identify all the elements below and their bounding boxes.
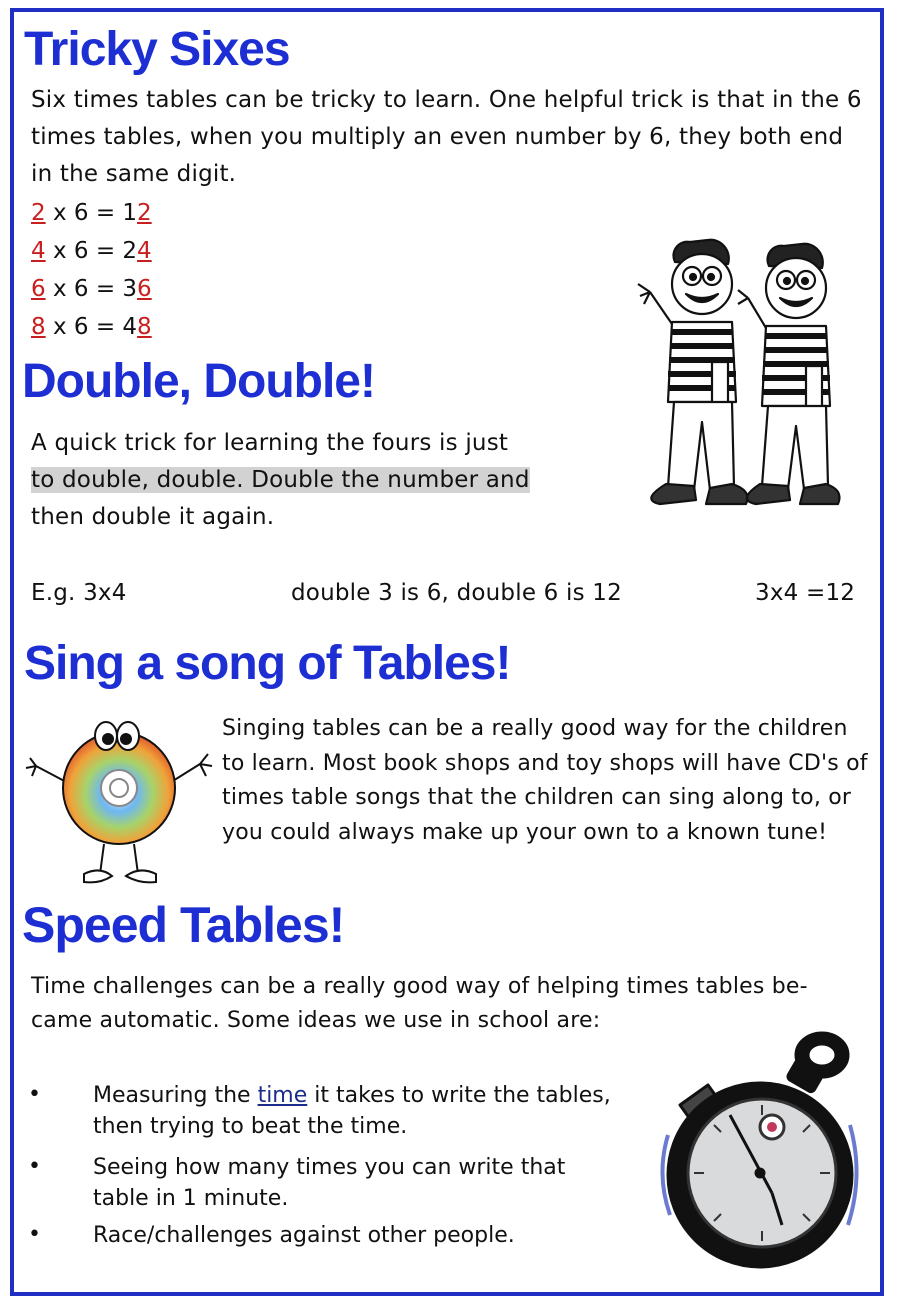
song-paragraph: Singing tables can be a really good way for the children to learn. Most book shops and toy shops will have CD's of times table songs that the children can sing along to, or you could always make up your own to a known tune! (222, 716, 868, 845)
example-left: E.g. 3x4 (31, 580, 127, 606)
stopwatch-illustration (650, 1015, 875, 1280)
bullet-item (93, 1080, 613, 1142)
speed-paragraph: Time challenges can be a really good way of helping times tables be-came automatic. Some ideas we use in school are: (31, 974, 808, 1033)
twin-boys-illustration (620, 232, 870, 517)
bullet-text-end: it takes to write the tables, then trying to beat the time. (93, 1083, 611, 1139)
bullet-marker: • (28, 1082, 41, 1107)
highlighted-text: to double, double. Double the number and (31, 467, 530, 493)
heading-double-double: Double, Double! (22, 355, 375, 408)
bullet-item: Seeing how many times you can write that table in 1 minute. (93, 1155, 566, 1211)
equation-row (31, 238, 152, 264)
equation-last-digit: 8 (137, 314, 152, 340)
equation-middle: x 6 = 2 (45, 238, 138, 264)
equation-last-digit: 2 (137, 200, 152, 226)
equation-middle: x 6 = 3 (45, 276, 138, 302)
sixes-paragraph: Six times tables can be tricky to learn. One helpful trick is that in the 6 times tables, when you multiply an even number by 6, they both end in the same digit. (31, 87, 862, 187)
equation-first-digit: 8 (31, 314, 46, 340)
example-middle: double 3 is 6, double 6 is 12 (291, 580, 622, 606)
double-paragraph-line3: then double it again. (31, 504, 275, 530)
time-link[interactable]: time (257, 1083, 308, 1108)
equation-middle: x 6 = 1 (45, 200, 138, 226)
bullet-text-start: Measuring the (93, 1083, 258, 1108)
double-paragraph-line1: A quick trick for learning the fours is just (31, 430, 509, 456)
equation-row (31, 276, 152, 302)
equation-row (31, 314, 152, 340)
equation-first-digit: 4 (31, 238, 46, 264)
heading-tricky-sixes: Tricky Sixes (24, 23, 290, 76)
equation-last-digit: 4 (137, 238, 152, 264)
heading-speed-tables: Speed Tables! (22, 897, 345, 953)
equation-first-digit: 6 (31, 276, 46, 302)
bullet-item: Race/challenges against other people. (93, 1223, 515, 1248)
double-paragraph-line2 (31, 462, 530, 499)
heading-sing-a-song: Sing a song of Tables! (24, 637, 511, 690)
equation-middle: x 6 = 4 (45, 314, 138, 340)
bullet-marker: • (28, 1222, 41, 1247)
equation-first-digit: 2 (31, 200, 46, 226)
equation-last-digit: 6 (137, 276, 152, 302)
bullet-marker: • (28, 1154, 41, 1179)
example-right: 3x4 =12 (755, 580, 856, 606)
equation-row (31, 200, 152, 226)
cd-character-illustration (22, 706, 217, 891)
